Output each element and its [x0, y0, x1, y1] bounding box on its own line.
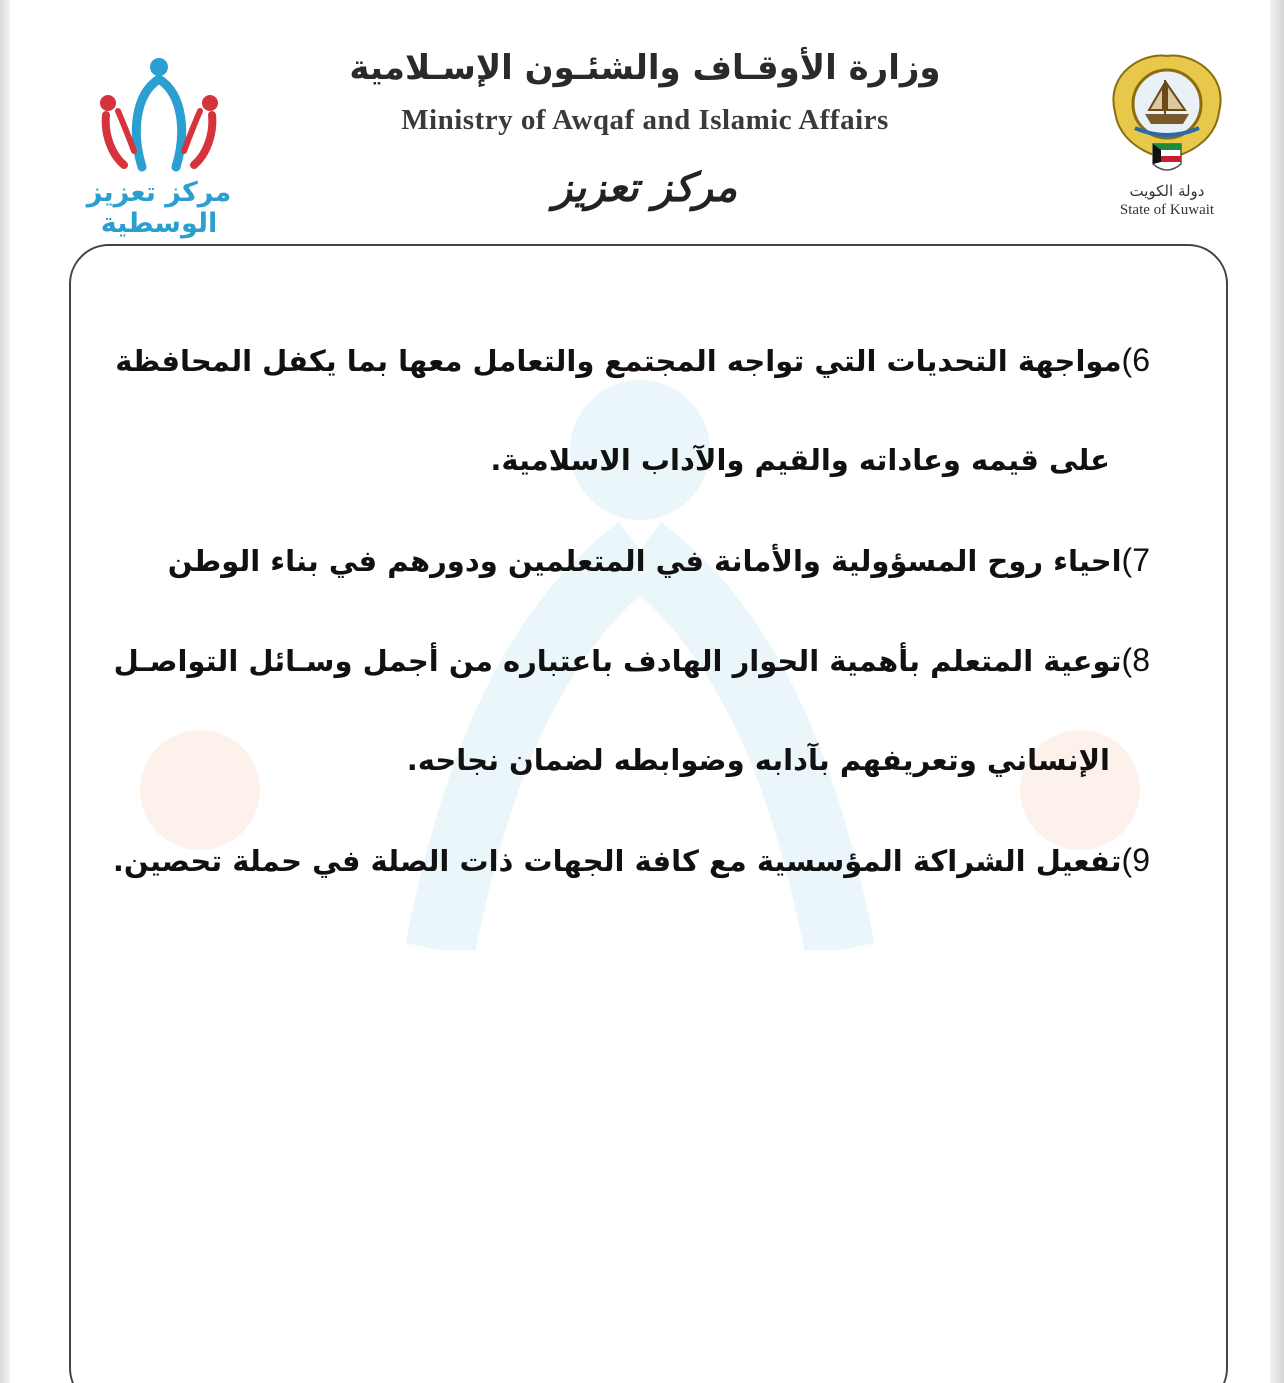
wasatiya-center-logo: [64, 55, 254, 239]
state-name-arabic: دولة الكويت: [1129, 182, 1205, 200]
ministry-name-english: Ministry of Awqaf and Islamic Affairs: [401, 104, 889, 136]
item-line: [110, 520, 1150, 620]
item-number: 6): [1121, 342, 1150, 378]
item-line: [110, 820, 1150, 920]
letterhead: [0, 0, 1284, 240]
item-number: 9): [1121, 842, 1150, 878]
objectives-list: [110, 320, 1150, 920]
item-text: توعية المتعلم بأهمية الحوار الهادف باعتباره من أجمل وسـائل التواصـل: [113, 644, 1122, 678]
item-number: 8): [1121, 642, 1150, 678]
state-name-english: State of Kuwait: [1119, 202, 1215, 218]
kuwait-emblem: [1100, 52, 1240, 222]
ministry-name-arabic: وزارة الأوقـاف والشئـون الإسـلامية: [349, 48, 941, 88]
center-name-calligraphy: مركز تعزيز: [552, 164, 738, 211]
list-item: [110, 620, 1150, 820]
kuwait-emblem-icon: [1105, 52, 1229, 182]
item-text: تفعيل الشراكة المؤسسية مع كافة الجهات ذات الصلة في حملة تحصين.: [112, 844, 1122, 878]
item-text: مواجهة التحديات التي تواجه المجتمع والتعامل معها بما يكفل المحافظة: [115, 344, 1122, 378]
item-number: 7): [1121, 542, 1150, 578]
item-text: احياء روح المسؤولية والأمانة في المتعلمين ودورهم في بناء الوطن: [167, 544, 1122, 578]
list-item: [110, 520, 1150, 620]
list-item: [110, 320, 1150, 520]
item-line: على قيمه وعاداته والقيم والآداب الاسلامية.: [490, 443, 1110, 477]
item-line: [110, 620, 1150, 720]
wasatiya-center-logo-icon: [94, 55, 224, 175]
list-item: [110, 820, 1150, 920]
item-line: [110, 320, 1150, 420]
left-logo-text: مركز تعزيز الوسطية: [86, 177, 232, 239]
item-line: الإنساني وتعريفهم بآدابه وضوابطه لضمان نجاحه.: [406, 743, 1110, 777]
